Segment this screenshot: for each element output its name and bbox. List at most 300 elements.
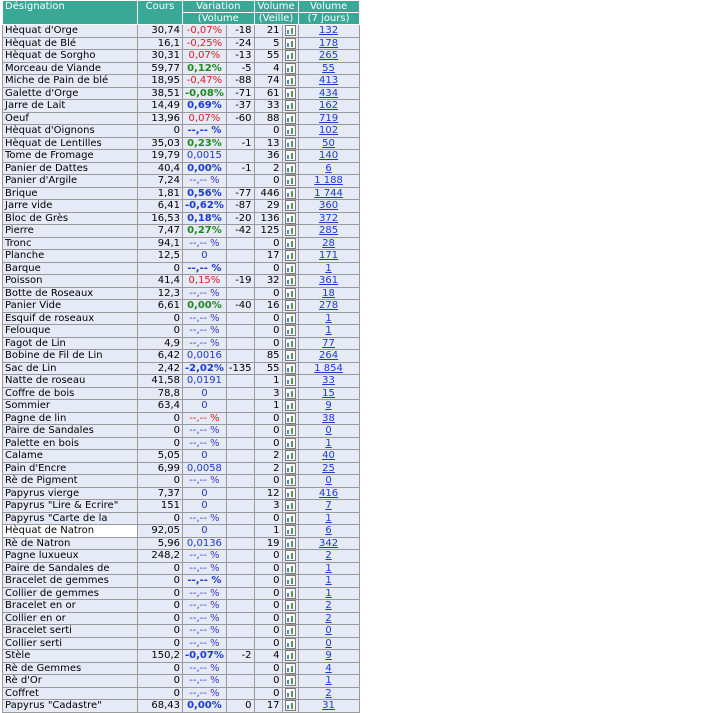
volume-semaine-link[interactable]: 1	[325, 512, 332, 524]
volume-semaine-link[interactable]: 2	[325, 687, 332, 699]
item-volume-veille: 88	[254, 112, 282, 125]
chart-button[interactable]	[282, 75, 298, 88]
item-volume-change: 0	[226, 700, 254, 713]
item-volume-change	[226, 387, 254, 400]
item-volume-veille: 3	[254, 500, 282, 513]
volume-semaine-link[interactable]: 102	[319, 125, 339, 137]
chart-button[interactable]	[282, 87, 298, 100]
volume-semaine-link[interactable]: 38	[322, 412, 335, 424]
item-variation: --,-- %	[183, 287, 227, 300]
item-volume-change	[226, 237, 254, 250]
item-volume-semaine	[298, 37, 359, 50]
item-name: Pagne de lin	[3, 412, 138, 425]
item-volume-veille: 29	[254, 200, 282, 213]
chart-button[interactable]	[282, 50, 298, 63]
table-row[interactable]	[3, 275, 360, 288]
chart-icon	[285, 225, 296, 236]
item-volume-change	[226, 400, 254, 413]
chart-icon	[285, 38, 296, 49]
item-volume-change	[226, 125, 254, 138]
table-row[interactable]	[3, 700, 360, 713]
item-volume-semaine	[298, 662, 359, 675]
chart-button[interactable]	[282, 287, 298, 300]
chart-button[interactable]	[282, 587, 298, 600]
chart-button[interactable]	[282, 175, 298, 188]
table-row[interactable]	[3, 687, 360, 700]
table-row[interactable]	[3, 462, 360, 475]
volume-semaine-link[interactable]: 25	[322, 462, 335, 474]
item-name: Papyrus vierge	[3, 487, 138, 500]
table-row[interactable]	[3, 300, 360, 313]
item-volume-change	[226, 262, 254, 275]
table-row[interactable]	[3, 325, 360, 338]
chart-button[interactable]	[282, 312, 298, 325]
item-cours: 14,49	[138, 100, 183, 113]
table-row[interactable]	[3, 350, 360, 363]
chart-button[interactable]	[282, 25, 298, 38]
table-row[interactable]	[3, 112, 360, 125]
volume-semaine-link[interactable]: 2	[325, 550, 332, 562]
item-volume-change	[226, 562, 254, 575]
item-volume-semaine	[298, 187, 359, 200]
item-cours: 0	[138, 587, 183, 600]
item-volume-veille: 0	[254, 575, 282, 588]
table-row[interactable]	[3, 162, 360, 175]
item-volume-semaine	[298, 587, 359, 600]
item-volume-semaine	[298, 125, 359, 138]
item-cours: 63,4	[138, 400, 183, 413]
table-row[interactable]	[3, 450, 360, 463]
chart-icon	[285, 213, 296, 224]
volume-semaine-link[interactable]: 15	[322, 387, 335, 399]
column-header-designation[interactable]: Désignation	[3, 1, 138, 25]
chart-button[interactable]	[282, 625, 298, 638]
volume-semaine-link[interactable]: 2	[325, 612, 332, 624]
table-row[interactable]	[3, 212, 360, 225]
chart-button[interactable]	[282, 487, 298, 500]
item-cours: 41,4	[138, 275, 183, 288]
volume-semaine-link[interactable]: 55	[322, 62, 335, 74]
item-name: Morceau de Viande	[3, 62, 138, 75]
item-name: Sommier	[3, 400, 138, 413]
item-name: Jarre vide	[3, 200, 138, 213]
column-header-cours[interactable]: Cours	[138, 1, 183, 25]
chart-button[interactable]	[282, 662, 298, 675]
volume-semaine-link[interactable]: 7	[325, 500, 332, 512]
table-row[interactable]	[3, 375, 360, 388]
item-name: Natte de roseau	[3, 375, 138, 388]
chart-button[interactable]	[282, 575, 298, 588]
volume-semaine-link[interactable]: 0	[325, 475, 332, 487]
volume-semaine-link[interactable]: 361	[319, 275, 339, 287]
chart-button[interactable]	[282, 537, 298, 550]
volume-semaine-link[interactable]: 416	[319, 487, 339, 499]
item-volume-semaine	[298, 212, 359, 225]
item-volume-semaine	[298, 512, 359, 525]
table-row[interactable]	[3, 75, 360, 88]
item-volume-semaine	[298, 50, 359, 63]
item-volume-semaine	[298, 575, 359, 588]
item-variation: -0,08%	[183, 87, 227, 100]
item-name: Stèle	[3, 650, 138, 663]
table-row[interactable]	[3, 600, 360, 613]
chart-button[interactable]	[282, 362, 298, 375]
column-header-volume-veille[interactable]: Volume	[254, 1, 298, 13]
item-variation: 0,18%	[183, 212, 227, 225]
chart-icon	[285, 113, 296, 124]
table-row[interactable]	[3, 150, 360, 163]
chart-icon	[285, 175, 296, 186]
volume-semaine-link[interactable]: 9	[325, 400, 332, 412]
item-cours: 0	[138, 512, 183, 525]
item-volume-semaine	[298, 87, 359, 100]
item-variation: 0,15%	[183, 275, 227, 288]
table-row[interactable]	[3, 125, 360, 138]
volume-semaine-link[interactable]: 1 744	[314, 187, 343, 199]
item-volume-change	[226, 487, 254, 500]
chart-button[interactable]	[282, 512, 298, 525]
volume-semaine-link[interactable]: 9	[325, 650, 332, 662]
chart-button[interactable]	[282, 112, 298, 125]
chart-button[interactable]	[282, 675, 298, 688]
volume-semaine-link[interactable]: 1	[325, 312, 332, 324]
table-row[interactable]	[3, 262, 360, 275]
table-row[interactable]	[3, 525, 360, 538]
item-volume-veille: 0	[254, 287, 282, 300]
item-name: Poisson	[3, 275, 138, 288]
table-row[interactable]	[3, 137, 360, 150]
item-volume-semaine	[298, 675, 359, 688]
chart-button[interactable]	[282, 387, 298, 400]
volume-semaine-link[interactable]: 360	[319, 200, 339, 212]
chart-button[interactable]	[282, 137, 298, 150]
volume-semaine-link[interactable]: 372	[319, 212, 339, 224]
chart-button[interactable]	[282, 212, 298, 225]
volume-semaine-link[interactable]: 1	[325, 675, 332, 687]
chart-button[interactable]	[282, 150, 298, 163]
item-volume-change	[226, 375, 254, 388]
volume-semaine-link[interactable]: 278	[319, 300, 339, 312]
table-row[interactable]	[3, 187, 360, 200]
item-volume-veille: 0	[254, 175, 282, 188]
item-variation: 0,07%	[183, 112, 227, 125]
chart-button[interactable]	[282, 612, 298, 625]
volume-semaine-link[interactable]: 178	[319, 37, 339, 49]
item-volume-veille: 12	[254, 487, 282, 500]
table-row[interactable]	[3, 337, 360, 350]
chart-button[interactable]	[282, 225, 298, 238]
item-name: Collier serti	[3, 637, 138, 650]
item-cours: 13,96	[138, 112, 183, 125]
volume-semaine-link[interactable]: 33	[322, 375, 335, 387]
volume-semaine-link[interactable]: 0	[325, 425, 332, 437]
chart-icon	[285, 450, 296, 461]
chart-button[interactable]	[282, 300, 298, 313]
column-header-variation[interactable]: Variation	[183, 1, 255, 13]
volume-semaine-link[interactable]: 719	[319, 112, 339, 124]
chart-icon	[285, 288, 296, 299]
item-volume-veille: 0	[254, 125, 282, 138]
table-row[interactable]	[3, 175, 360, 188]
volume-semaine-link[interactable]: 132	[319, 25, 339, 37]
volume-semaine-link[interactable]: 171	[319, 250, 339, 262]
item-volume-change	[226, 412, 254, 425]
volume-semaine-link[interactable]: 1 854	[314, 362, 343, 374]
table-row[interactable]	[3, 200, 360, 213]
table-row[interactable]	[3, 287, 360, 300]
table-row[interactable]	[3, 50, 360, 63]
item-name: Calame	[3, 450, 138, 463]
item-variation: 0,27%	[183, 225, 227, 238]
item-volume-veille: 0	[254, 600, 282, 613]
volume-semaine-link[interactable]: 140	[319, 150, 339, 162]
table-row[interactable]	[3, 250, 360, 263]
item-name: Bracelet serti	[3, 625, 138, 638]
volume-semaine-link[interactable]: 265	[319, 50, 339, 62]
item-volume-change: -87	[226, 200, 254, 213]
chart-button[interactable]	[282, 550, 298, 563]
volume-semaine-link[interactable]: 1	[325, 325, 332, 337]
column-header-volume-semaine[interactable]: Volume	[298, 1, 359, 13]
item-cours: 78,8	[138, 387, 183, 400]
item-volume-veille: 0	[254, 612, 282, 625]
chart-button[interactable]	[282, 400, 298, 413]
item-volume-semaine	[298, 162, 359, 175]
volume-semaine-link[interactable]: 40	[322, 450, 335, 462]
chart-button[interactable]	[282, 250, 298, 263]
item-volume-veille: 0	[254, 512, 282, 525]
item-variation: 0,0191	[183, 375, 227, 388]
chart-button[interactable]	[282, 37, 298, 50]
chart-button[interactable]	[282, 62, 298, 75]
item-variation: 0,56%	[183, 187, 227, 200]
chart-icon	[285, 275, 296, 286]
chart-button[interactable]	[282, 475, 298, 488]
table-row[interactable]	[3, 475, 360, 488]
chart-button[interactable]	[282, 350, 298, 363]
volume-semaine-link[interactable]: 1	[325, 437, 332, 449]
item-volume-semaine	[298, 137, 359, 150]
chart-button[interactable]	[282, 325, 298, 338]
table-row[interactable]	[3, 637, 360, 650]
chart-button[interactable]	[282, 200, 298, 213]
item-name: Rè de Pigment	[3, 475, 138, 488]
item-volume-semaine	[298, 462, 359, 475]
item-volume-veille: 61	[254, 87, 282, 100]
volume-semaine-link[interactable]: 264	[319, 350, 339, 362]
table-row[interactable]	[3, 550, 360, 563]
item-name: Palette en bois	[3, 437, 138, 450]
table-row[interactable]	[3, 412, 360, 425]
item-variation: --,-- %	[183, 237, 227, 250]
chart-button[interactable]	[282, 687, 298, 700]
item-variation: 0,0015	[183, 150, 227, 163]
volume-semaine-link[interactable]: 0	[325, 625, 332, 637]
chart-icon	[285, 375, 296, 386]
item-volume-change: -24	[226, 37, 254, 50]
chart-button[interactable]	[282, 237, 298, 250]
item-cours: 6,61	[138, 300, 183, 313]
volume-semaine-link[interactable]: 77	[322, 337, 335, 349]
volume-semaine-link[interactable]: 434	[319, 87, 339, 99]
table-row[interactable]	[3, 587, 360, 600]
chart-icon	[285, 663, 296, 674]
table-row[interactable]	[3, 25, 360, 38]
table-row[interactable]	[3, 387, 360, 400]
volume-semaine-link[interactable]: 50	[322, 137, 335, 149]
chart-button[interactable]	[282, 450, 298, 463]
table-row[interactable]	[3, 562, 360, 575]
item-volume-change: -60	[226, 112, 254, 125]
volume-semaine-link[interactable]: 6	[325, 525, 332, 537]
chart-button[interactable]	[282, 187, 298, 200]
chart-button[interactable]	[282, 125, 298, 138]
item-volume-change	[226, 587, 254, 600]
item-name: Rè de Gemmes	[3, 662, 138, 675]
item-name: Pierre	[3, 225, 138, 238]
item-volume-semaine	[298, 337, 359, 350]
item-variation: 0	[183, 525, 227, 538]
chart-button[interactable]	[282, 425, 298, 438]
volume-semaine-link[interactable]: 18	[322, 287, 335, 299]
item-volume-semaine	[298, 687, 359, 700]
item-volume-semaine	[298, 300, 359, 313]
chart-button[interactable]	[282, 637, 298, 650]
volume-semaine-link[interactable]: 28	[322, 237, 335, 249]
item-name: Sac de Lin	[3, 362, 138, 375]
volume-semaine-link[interactable]: 342	[319, 537, 339, 549]
item-variation: 0	[183, 387, 227, 400]
item-volume-veille: 13	[254, 137, 282, 150]
volume-semaine-link[interactable]: 0	[325, 637, 332, 649]
volume-semaine-link[interactable]: 2	[325, 600, 332, 612]
item-cours: 7,37	[138, 487, 183, 500]
item-variation: --,-- %	[183, 425, 227, 438]
item-volume-change	[226, 625, 254, 638]
item-volume-veille: 0	[254, 562, 282, 575]
item-name: Hèquat d'Orge	[3, 25, 138, 38]
table-row[interactable]	[3, 400, 360, 413]
table-row[interactable]	[3, 500, 360, 513]
table-row[interactable]	[3, 237, 360, 250]
item-volume-semaine	[298, 200, 359, 213]
chart-icon	[285, 188, 296, 199]
table-row[interactable]	[3, 487, 360, 500]
item-volume-veille: 36	[254, 150, 282, 163]
item-name: Coffre de bois	[3, 387, 138, 400]
table-row[interactable]	[3, 312, 360, 325]
table-row[interactable]	[3, 62, 360, 75]
chart-button[interactable]	[282, 100, 298, 113]
chart-icon	[285, 75, 296, 86]
chart-button[interactable]	[282, 700, 298, 713]
volume-semaine-link[interactable]: 1	[325, 562, 332, 574]
item-name: Brique	[3, 187, 138, 200]
chart-button[interactable]	[282, 337, 298, 350]
chart-button[interactable]	[282, 275, 298, 288]
item-cours: 0	[138, 325, 183, 338]
item-variation: --,-- %	[183, 412, 227, 425]
chart-icon	[285, 388, 296, 399]
item-name: Bracelet en or	[3, 600, 138, 613]
item-variation: 0	[183, 450, 227, 463]
chart-button[interactable]	[282, 375, 298, 388]
volume-semaine-link[interactable]: 4	[325, 662, 332, 674]
chart-icon	[285, 538, 296, 549]
item-volume-change: -42	[226, 225, 254, 238]
item-volume-change	[226, 450, 254, 463]
volume-semaine-link[interactable]: 1	[325, 262, 332, 274]
chart-button[interactable]	[282, 650, 298, 663]
volume-semaine-link[interactable]: 1	[325, 587, 332, 599]
chart-button[interactable]	[282, 562, 298, 575]
item-cours: 12,3	[138, 287, 183, 300]
chart-button[interactable]	[282, 412, 298, 425]
item-cours: 19,79	[138, 150, 183, 163]
item-variation: --,-- %	[183, 437, 227, 450]
item-variation: --,-- %	[183, 337, 227, 350]
chart-button[interactable]	[282, 600, 298, 613]
volume-semaine-link[interactable]: 31	[322, 700, 335, 712]
item-volume-semaine	[298, 62, 359, 75]
item-volume-change	[226, 512, 254, 525]
table-row[interactable]	[3, 575, 360, 588]
table-row[interactable]	[3, 37, 360, 50]
chart-button[interactable]	[282, 437, 298, 450]
table-row[interactable]	[3, 650, 360, 663]
table-row[interactable]	[3, 87, 360, 100]
chart-button[interactable]	[282, 162, 298, 175]
item-cours: 30,74	[138, 25, 183, 38]
table-row[interactable]	[3, 612, 360, 625]
item-volume-semaine	[298, 25, 359, 38]
table-row[interactable]	[3, 100, 360, 113]
item-name: Bloc de Grès	[3, 212, 138, 225]
volume-semaine-link[interactable]: 1	[325, 575, 332, 587]
table-row[interactable]	[3, 225, 360, 238]
chart-button[interactable]	[282, 462, 298, 475]
item-volume-semaine	[298, 487, 359, 500]
volume-semaine-link[interactable]: 413	[319, 75, 339, 87]
chart-button[interactable]	[282, 500, 298, 513]
volume-semaine-link[interactable]: 1 188	[314, 175, 343, 187]
chart-button[interactable]	[282, 262, 298, 275]
item-volume-change	[226, 525, 254, 538]
table-row[interactable]	[3, 675, 360, 688]
item-name: Rè de Natron	[3, 537, 138, 550]
volume-semaine-link[interactable]: 162	[319, 100, 339, 112]
item-volume-semaine	[298, 100, 359, 113]
table-row[interactable]	[3, 437, 360, 450]
item-cours: 41,58	[138, 375, 183, 388]
item-cours: 0	[138, 475, 183, 488]
table-row[interactable]	[3, 537, 360, 550]
item-volume-semaine	[298, 312, 359, 325]
volume-semaine-link[interactable]: 285	[319, 225, 339, 237]
item-volume-veille: 0	[254, 262, 282, 275]
volume-semaine-link[interactable]: 6	[325, 162, 332, 174]
table-row[interactable]	[3, 625, 360, 638]
item-volume-semaine	[298, 412, 359, 425]
table-row[interactable]	[3, 512, 360, 525]
table-row[interactable]	[3, 362, 360, 375]
chart-icon	[285, 150, 296, 161]
table-row[interactable]	[3, 425, 360, 438]
item-volume-change	[226, 175, 254, 188]
header-row	[3, 1, 360, 13]
table-row[interactable]	[3, 662, 360, 675]
chart-button[interactable]	[282, 525, 298, 538]
